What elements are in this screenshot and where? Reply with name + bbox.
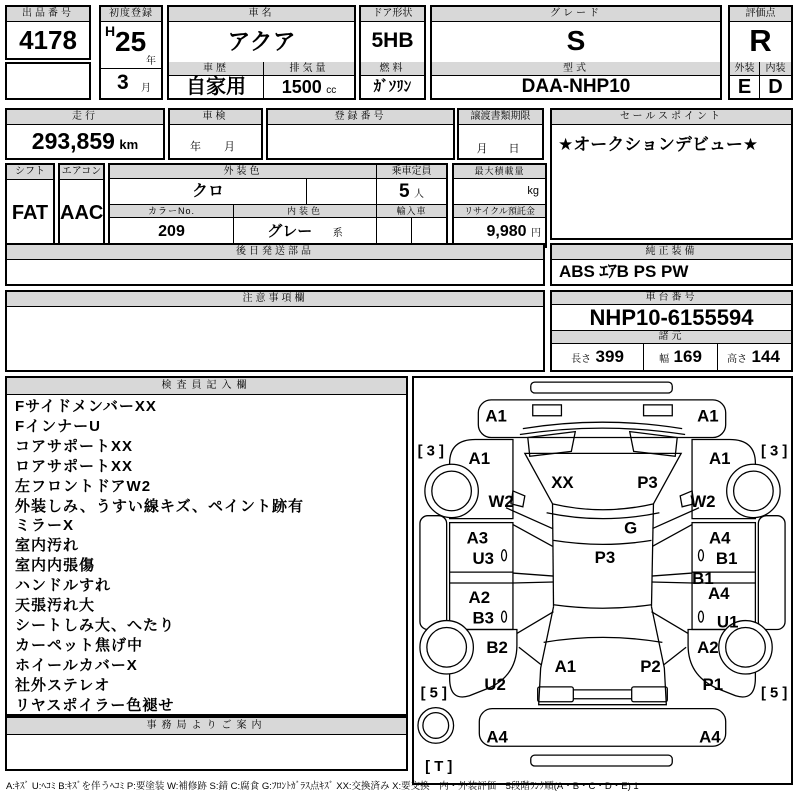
- spec-width-label: 幅: [659, 354, 670, 365]
- aircon-label: エアコン: [60, 165, 103, 180]
- auction-no-empty-box: [5, 62, 91, 100]
- label-hatch-left: A1: [554, 657, 577, 677]
- auction-no-box: [5, 5, 91, 60]
- door-shape-value: 5HB: [371, 29, 414, 52]
- transfer-deadline-box: [457, 108, 544, 160]
- car-name-value: アクア: [227, 28, 296, 54]
- shift-value: FAT: [11, 202, 49, 224]
- inspector-line: ロアサポートXX: [15, 457, 134, 475]
- office-label: 事務局よりご案内: [7, 718, 406, 735]
- aircon-box: [58, 163, 105, 248]
- score-label: 評価点: [730, 7, 791, 22]
- first-registration-label: 初度登録: [101, 7, 161, 22]
- label-cowl: G: [624, 518, 638, 538]
- max-load-unit: kg: [527, 185, 539, 197]
- front-bumper: [478, 400, 725, 438]
- score-box: [728, 5, 793, 100]
- import-car-divider-cell: [411, 218, 446, 246]
- label-quarter-right-2: P1: [702, 674, 724, 694]
- mileage-value-cell: [7, 125, 163, 158]
- fuel-label: 燃料: [361, 62, 424, 76]
- damage-diagram-box: [412, 376, 793, 785]
- notes-value: [7, 307, 543, 370]
- sales-point-label: セールスポイント: [552, 110, 791, 125]
- recycle-value: 9,980: [486, 223, 527, 240]
- spec-length-value: 399: [595, 347, 624, 366]
- label-hatch-right: P2: [640, 657, 661, 677]
- shift-label: シフト: [7, 165, 53, 180]
- capacity-label: 乗車定員: [377, 165, 446, 179]
- door-handle-rl: [502, 611, 507, 622]
- spec-width-cell: [644, 344, 718, 370]
- wiper-right: [630, 432, 677, 457]
- mileage-unit: km: [119, 137, 139, 152]
- door-shape-label: ドア形状: [361, 7, 424, 22]
- model-code-value: DAA-NHP10: [521, 76, 631, 97]
- capacity-value: 5: [398, 181, 410, 202]
- mileage-label: 走行: [7, 110, 163, 125]
- spec-height-label: 高さ: [727, 354, 748, 365]
- roof-side-right: [651, 504, 653, 607]
- label-front-bumper-right: A1: [697, 406, 719, 426]
- inspector-line: コアサポートXX: [15, 437, 134, 455]
- wheel-rear-right-inner: [726, 628, 766, 668]
- max-load-value-cell: [454, 179, 545, 205]
- door-handle-rr: [698, 611, 703, 622]
- inspection-box: [168, 108, 263, 160]
- registration-no-value: [268, 125, 453, 158]
- wiper-left: [528, 432, 575, 457]
- notes-label: 注意事項欄: [7, 292, 543, 307]
- label-hood-left: XX: [551, 472, 574, 492]
- label-quarter-right-1: A2: [697, 638, 719, 658]
- ext-color-label: 外装色: [110, 165, 377, 179]
- label-fender-left: A1: [468, 449, 491, 469]
- specs-label: 諸元: [552, 331, 791, 344]
- door-divider-left: [450, 572, 513, 583]
- shift-box: [5, 163, 55, 248]
- car-name-box: [167, 5, 356, 100]
- inspector-line: 室内汚れ: [15, 537, 80, 555]
- rocker-right: [758, 516, 785, 630]
- label-roof: P3: [594, 548, 616, 568]
- first-registration-year: 25: [115, 26, 147, 57]
- color-no-value: 209: [110, 218, 234, 246]
- import-car-label: 輸入車: [377, 205, 446, 218]
- chassis-box: [550, 290, 793, 372]
- tail-light-bar: [573, 690, 631, 699]
- first-registration-year-cell: [101, 22, 161, 69]
- rocker-left: [420, 516, 447, 630]
- label-sill-right: B1: [692, 568, 714, 588]
- month-unit: 月: [141, 83, 151, 94]
- roof-side-left: [553, 504, 554, 607]
- wheel-front-left-inner: [432, 471, 472, 511]
- interior-value: D: [768, 76, 783, 98]
- rear-window-top: [554, 605, 652, 608]
- label-rear-bumper-left: A4: [486, 727, 508, 747]
- label-mirror-left: W2: [488, 491, 514, 511]
- tire-grade-front-left: [ 3 ]: [417, 443, 445, 460]
- label-front-door-right-2: B1: [715, 549, 738, 569]
- label-front-door-left-2: U3: [472, 549, 495, 569]
- inspector-line: ハンドルすれ: [15, 577, 112, 595]
- inspector-line: シートしみ大、へたり: [15, 616, 176, 634]
- office-value: [7, 735, 406, 767]
- displacement-unit: cc: [326, 85, 337, 96]
- int-color-value-cell: [234, 218, 377, 246]
- inspection-label: 車検: [170, 110, 261, 125]
- late-parts-value: [7, 260, 543, 284]
- transfer-deadline-value: 月 日: [476, 143, 525, 155]
- capacity-value-cell: [377, 179, 446, 205]
- tire-grade-rear-left: [ 5 ]: [420, 685, 447, 702]
- color-no-label: カラーNo.: [110, 205, 234, 218]
- displacement-value-cell: [264, 76, 354, 98]
- label-quarter-left-2: U2: [484, 674, 506, 694]
- inspector-body: [7, 395, 406, 712]
- int-color-value: グレー: [267, 223, 313, 240]
- int-color-unit: 系: [332, 228, 343, 239]
- label-rear-door-right-1: A4: [708, 583, 730, 603]
- recycle-value-cell: [454, 218, 545, 246]
- cowl-line: [547, 513, 660, 519]
- door-handle-fr: [698, 550, 703, 561]
- color-capacity-box: [108, 163, 448, 248]
- capacity-unit: 人: [414, 189, 425, 200]
- rear-bumper-strip: [531, 755, 672, 766]
- grade-value: S: [566, 25, 586, 56]
- exterior-value: E: [730, 76, 760, 98]
- aircon-value: AAC: [60, 202, 103, 224]
- spec-length-cell: [552, 344, 644, 370]
- interior-label: 内装: [760, 62, 791, 76]
- displacement-label: 排気量: [264, 62, 354, 76]
- tail-light-right: [632, 687, 668, 702]
- car-outline: [417, 382, 788, 766]
- tire-grade-rear-right: [ 5 ]: [760, 685, 788, 702]
- year-unit: 年: [146, 56, 156, 67]
- inspector-label: 検査員記入欄: [7, 378, 406, 395]
- label-rear-door-left-1: A2: [468, 587, 491, 607]
- inspector-line: FインナーU: [15, 417, 101, 435]
- inspector-line: リヤスポイラー色褪せ: [15, 696, 175, 712]
- auction-no-label: 出品番号: [7, 7, 89, 22]
- spare-tire-grade: [ T ]: [425, 758, 453, 775]
- int-color-label: 内装色: [234, 205, 377, 218]
- tail-light-left: [538, 687, 574, 702]
- recycle-label: リサイクル預託金: [454, 205, 545, 218]
- sill-link-right: [651, 573, 692, 583]
- registration-no-box: [266, 108, 455, 160]
- displacement-value: 1500: [281, 77, 322, 97]
- door-handle-fl: [502, 550, 507, 561]
- recycle-unit: 円: [531, 228, 541, 239]
- office-box: [5, 716, 408, 771]
- max-load-label: 最大積載量: [454, 165, 545, 179]
- roof-front-line: [554, 540, 652, 544]
- history-label: 車歴: [169, 62, 264, 76]
- mileage-value: 293,859: [31, 128, 115, 154]
- equipment-label: 純正装備: [552, 245, 791, 260]
- label-quarter-left-1: B2: [486, 638, 508, 658]
- ext-color-empty-cell: [307, 179, 377, 205]
- label-hood-right: P3: [637, 472, 658, 492]
- inspector-line: ホイールカバーX: [15, 656, 138, 674]
- inspector-line: 左フロントドアW2: [15, 477, 152, 495]
- first-registration-box: [99, 5, 163, 100]
- first-registration-month: 3: [117, 71, 129, 94]
- grade-label: グレード: [432, 7, 720, 22]
- legend-text: A:ｷｽﾞ U:ﾍｺﾐ B:ｷｽﾞを伴うﾍｺﾐ P:要塗装 W:補修跡 S:錆 C:腐食 G:ﾌﾛﾝﾄｶﾞﾗｽ点ｷｽﾞ XX:交換済み X:要交換 内・外装評価 5段階ﾗﾝｸ順(A・B・C・D・E) 1: [6, 781, 639, 792]
- spec-height-value: 144: [751, 347, 780, 366]
- notes-box: [5, 290, 545, 372]
- car-name-label: 車名: [169, 7, 354, 22]
- front-bumper-strip: [531, 382, 672, 393]
- equipment-value: ABS ｴｱB PS PW: [559, 262, 689, 281]
- fuel-value: ｶﾞｿﾘﾝ: [373, 78, 412, 95]
- import-car-value-cell: [377, 218, 446, 246]
- transfer-deadline-label: 譲渡書類期限: [459, 110, 542, 125]
- rear-bumper: [479, 709, 725, 747]
- car-damage-diagram: [414, 378, 791, 783]
- label-fender-right: A1: [709, 449, 731, 469]
- wheel-front-right-inner: [734, 471, 774, 511]
- auction-no-value: 4178: [19, 25, 77, 55]
- equipment-box: [550, 243, 793, 286]
- rear-window-bottom: [544, 637, 663, 642]
- sales-point-value: ★オークションデビュー★: [558, 135, 759, 154]
- label-rear-bumper-right: A4: [699, 727, 721, 747]
- mileage-box: [5, 108, 165, 160]
- inspection-value: 年 月: [190, 141, 241, 153]
- inspector-line: 室内内張傷: [15, 557, 96, 575]
- chassis-no-label: 車台番号: [552, 292, 791, 305]
- inspector-box: [5, 376, 408, 716]
- sill-link-left: [513, 573, 554, 583]
- history-value: 自家用: [169, 76, 264, 98]
- max-load-box: [452, 163, 547, 248]
- spec-length-label: 長さ: [571, 354, 592, 365]
- inspector-line: ミラーX: [15, 517, 75, 535]
- spare-tire-inner: [423, 713, 449, 739]
- inspector-line: 天張汚れ大: [15, 597, 96, 615]
- grade-box: [430, 5, 722, 100]
- model-code-label: 型式: [432, 62, 720, 76]
- inspector-line: 社外ステレオ: [15, 676, 111, 694]
- windshield-molding: [520, 428, 685, 434]
- era-code: H: [105, 23, 116, 39]
- score-value: R: [749, 23, 772, 58]
- inspector-line: 外装しみ、うすい線キズ、ペイント跡有: [15, 497, 305, 515]
- spec-height-cell: [718, 344, 789, 370]
- c-pillar-left: [517, 612, 554, 665]
- ext-color-value: クロ: [110, 179, 307, 205]
- label-rear-door-right-2: U1: [716, 612, 739, 632]
- late-parts-label: 後日発送部品: [7, 245, 543, 260]
- label-front-door-left-1: A3: [466, 528, 489, 548]
- front-bumper-vent-left: [533, 405, 562, 416]
- label-front-bumper-left: A1: [485, 406, 507, 426]
- label-mirror-right: W2: [690, 491, 716, 511]
- damage-labels: [418, 407, 788, 775]
- exterior-label: 外装: [730, 62, 760, 76]
- label-rear-door-left-2: B3: [472, 608, 495, 628]
- chassis-no-value: NHP10-6155594: [552, 305, 791, 331]
- inspector-line: カーペット焦げ中: [15, 636, 144, 654]
- registration-no-label: 登録番号: [268, 110, 453, 125]
- sales-point-box: [550, 108, 793, 240]
- door-shape-box: [359, 5, 426, 100]
- spec-width-value: 169: [673, 347, 702, 366]
- wheel-rear-left-inner: [427, 628, 467, 668]
- late-parts-box: [5, 243, 545, 286]
- front-bumper-vent-right: [644, 405, 673, 416]
- inspector-line: FサイドメンバーXX: [15, 398, 157, 415]
- label-front-door-right-1: A4: [709, 528, 731, 548]
- first-registration-month-cell: [101, 69, 161, 98]
- tire-grade-front-right: [ 3 ]: [760, 443, 788, 460]
